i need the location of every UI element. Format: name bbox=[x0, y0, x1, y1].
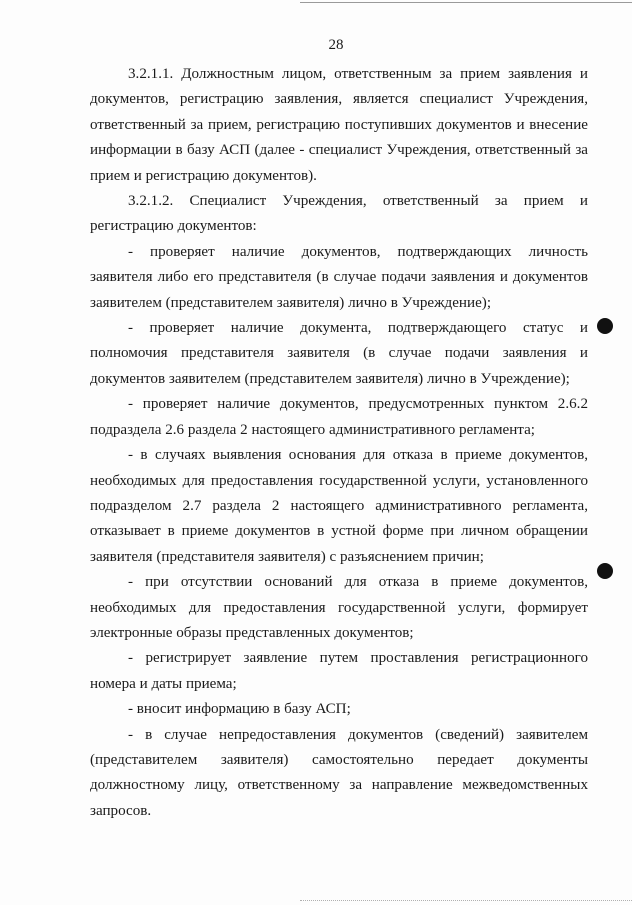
list-item-check-documents-2-6-2: - проверяет наличие документов, предусмотренных пунктом 2.6.2 подраздела 2.6 раздела 2 настоящего административного регламента; bbox=[90, 396, 588, 438]
top-edge-line bbox=[300, 2, 632, 3]
paragraph-3-2-1-2: 3.2.1.2. Специалист Учреждения, ответственный за прием и регистрацию документов: bbox=[90, 193, 588, 235]
list-item-check-representative-status: - проверяет наличие документа, подтверждающего статус и полномочия представителя заявителя (в случае подачи заявления и документов заявителем (представителем заявителя) лично в Учреждение); bbox=[90, 320, 588, 387]
paragraph-3-2-1-1: 3.2.1.1. Должностным лицом, ответственным за прием заявления и документов, регистрацию заявления, является специалист Учреждения, ответственный за прием, регистрацию поступивших документов и внесение информации в базу АСП (далее - специалист Учреждения, ответственный за прием и регистрацию документов). bbox=[90, 66, 588, 184]
document-body bbox=[90, 62, 588, 824]
punch-hole-mark bbox=[597, 563, 613, 579]
bottom-edge-line bbox=[300, 900, 632, 901]
list-item-check-identity: - проверяет наличие документов, подтверждающих личность заявителя либо его представителя (в случае подачи заявления и документов заявителем (представителем заявителя) лично в Учреждение); bbox=[90, 243, 588, 311]
list-item-enter-asp: - вносит информацию в базу АСП; bbox=[128, 701, 351, 718]
punch-hole-mark bbox=[597, 318, 613, 334]
list-item-interagency-requests: - в случае непредоставления документов (сведений) заявителем (представителем заявителя) самостоятельно передает документы должностному лицу, ответственному за направление межведомственных запросов. bbox=[90, 726, 588, 819]
page-number: 28 bbox=[328, 37, 344, 53]
list-item-refusal: - в случаях выявления основания для отказа в приеме документов, необходимых для предоставления государственной услуги, установленного подразделом 2.7 раздела 2 настоящего административного регламента, отказывает в приеме документов в устной форме при личном обращении заявителя (представителя заявителя) с разъяснением причин; bbox=[90, 447, 588, 565]
list-item-register-application: - регистрирует заявление путем проставления регистрационного номера и даты приема; bbox=[90, 650, 588, 692]
list-item-form-electronic-images: - при отсутствии оснований для отказа в приеме документов, необходимых для предоставления государственной услуги, формирует электронные образы представленных документов; bbox=[90, 574, 588, 641]
